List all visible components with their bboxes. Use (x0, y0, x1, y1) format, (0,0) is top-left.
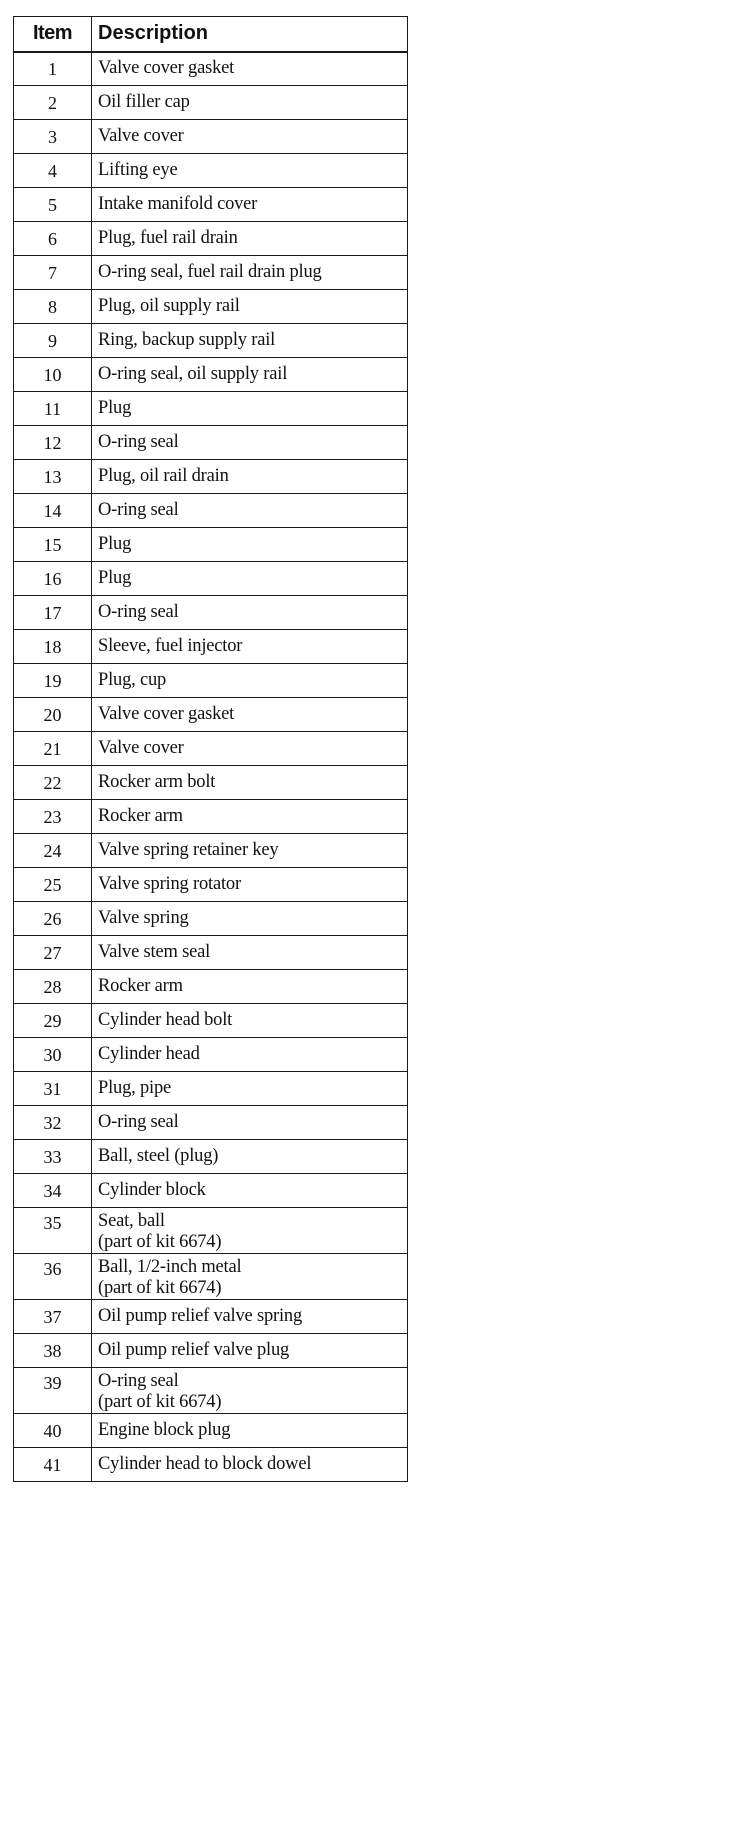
description-line: Cylinder head bolt (98, 1010, 233, 1030)
description-line: O-ring seal (98, 1112, 179, 1132)
description-cell (92, 1334, 408, 1368)
description-line: Plug, oil supply rail (98, 296, 240, 316)
description-cell (92, 1414, 408, 1448)
table-row (14, 358, 408, 392)
description-cell (92, 902, 408, 936)
description-cell (92, 834, 408, 868)
table-row (14, 426, 408, 460)
description-cell (92, 936, 408, 970)
item-number-cell: 22 (14, 766, 92, 800)
item-number-cell: 40 (14, 1414, 92, 1448)
table-row (14, 630, 408, 664)
table-row (14, 188, 408, 222)
description-cell (92, 528, 408, 562)
item-number-cell: 24 (14, 834, 92, 868)
item-number-cell: 23 (14, 800, 92, 834)
description-line: Valve cover (98, 126, 184, 146)
description-line: Plug, cup (98, 670, 167, 690)
item-number-cell: 29 (14, 1004, 92, 1038)
table-row (14, 494, 408, 528)
item-number-cell: 8 (14, 290, 92, 324)
description-cell (92, 1368, 408, 1414)
description-cell (92, 630, 408, 664)
table-row (14, 1414, 408, 1448)
description-cell (92, 1072, 408, 1106)
table-row (14, 1368, 408, 1414)
table-row (14, 154, 408, 188)
table-row (14, 120, 408, 154)
table-header (14, 17, 408, 52)
description-line: Sleeve, fuel injector (98, 636, 243, 656)
description-cell (92, 664, 408, 698)
item-number-cell: 35 (14, 1208, 92, 1254)
item-number-cell: 9 (14, 324, 92, 358)
item-number-cell: 28 (14, 970, 92, 1004)
table-row (14, 936, 408, 970)
item-number-cell: 10 (14, 358, 92, 392)
item-number-cell: 33 (14, 1140, 92, 1174)
table-row (14, 1004, 408, 1038)
item-number-cell: 3 (14, 120, 92, 154)
description-cell (92, 1448, 408, 1482)
table-row (14, 256, 408, 290)
table-row (14, 766, 408, 800)
item-number-cell: 38 (14, 1334, 92, 1368)
item-number-cell: 41 (14, 1448, 92, 1482)
item-number-cell: 36 (14, 1254, 92, 1300)
description-cell (92, 426, 408, 460)
table-row (14, 1106, 408, 1140)
item-number-cell: 21 (14, 732, 92, 766)
description-line: Ring, backup supply rail (98, 330, 276, 350)
description-line: Valve cover (98, 738, 184, 758)
item-number-cell: 26 (14, 902, 92, 936)
description-line: O-ring seal, oil supply rail (98, 364, 288, 384)
table-body (14, 52, 408, 1482)
description-cell (92, 120, 408, 154)
description-line: O-ring seal (98, 602, 179, 622)
item-number-cell: 32 (14, 1106, 92, 1140)
description-line: Valve cover gasket (98, 704, 235, 724)
table-row (14, 732, 408, 766)
description-cell (92, 1140, 408, 1174)
table-row (14, 1448, 408, 1482)
description-cell (92, 392, 408, 426)
table-row (14, 1140, 408, 1174)
description-cell (92, 596, 408, 630)
header-row (14, 17, 408, 52)
item-number-cell: 30 (14, 1038, 92, 1072)
table-row (14, 392, 408, 426)
description-line: O-ring seal (98, 432, 179, 452)
description-line: Rocker arm (98, 806, 183, 826)
description-cell (92, 732, 408, 766)
description-cell (92, 1004, 408, 1038)
item-number-cell: 34 (14, 1174, 92, 1208)
description-line: (part of kit 6674) (98, 1232, 222, 1252)
description-line: Plug, fuel rail drain (98, 228, 238, 248)
table-row (14, 460, 408, 494)
description-cell (92, 358, 408, 392)
description-line: Intake manifold cover (98, 194, 258, 214)
description-line: Oil filler cap (98, 92, 190, 112)
item-number-cell: 12 (14, 426, 92, 460)
description-line: Plug, pipe (98, 1078, 172, 1098)
description-cell (92, 494, 408, 528)
table-row (14, 562, 408, 596)
table-row (14, 970, 408, 1004)
table-row (14, 86, 408, 120)
description-cell (92, 290, 408, 324)
description-cell (92, 1174, 408, 1208)
description-cell (92, 86, 408, 120)
description-cell (92, 460, 408, 494)
item-number-cell: 16 (14, 562, 92, 596)
table-row (14, 800, 408, 834)
description-cell (92, 52, 408, 86)
description-cell (92, 800, 408, 834)
description-line: O-ring seal, fuel rail drain plug (98, 262, 322, 282)
table-row (14, 324, 408, 358)
description-cell (92, 256, 408, 290)
description-cell (92, 970, 408, 1004)
item-number-cell: 2 (14, 86, 92, 120)
description-line: Ball, 1/2-inch metal (98, 1257, 242, 1277)
table-row (14, 290, 408, 324)
item-number-cell: 19 (14, 664, 92, 698)
table-row (14, 868, 408, 902)
description-line: Valve spring retainer key (98, 840, 279, 860)
description-cell (92, 766, 408, 800)
description-line: Valve cover gasket (98, 58, 235, 79)
description-line: Plug (98, 534, 132, 554)
description-line: Valve spring rotator (98, 874, 241, 894)
item-number-cell: 31 (14, 1072, 92, 1106)
table-row (14, 834, 408, 868)
item-number-cell: 6 (14, 222, 92, 256)
description-line: Rocker arm bolt (98, 772, 216, 792)
description-cell (92, 1300, 408, 1334)
description-line: Cylinder head (98, 1044, 200, 1064)
item-number-cell: 18 (14, 630, 92, 664)
description-line: Rocker arm (98, 976, 183, 996)
description-line: Cylinder block (98, 1180, 206, 1200)
description-line: (part of kit 6674) (98, 1278, 222, 1298)
description-cell (92, 188, 408, 222)
item-column-header: Item (14, 17, 92, 52)
item-number-cell: 27 (14, 936, 92, 970)
table-row (14, 1038, 408, 1072)
item-number-cell: 15 (14, 528, 92, 562)
description-cell (92, 868, 408, 902)
description-line: Ball, steel (plug) (98, 1146, 219, 1166)
table-row (14, 596, 408, 630)
description-cell (92, 1106, 408, 1140)
description-line: O-ring seal (98, 1371, 179, 1391)
item-number-cell: 14 (14, 494, 92, 528)
table-row (14, 1072, 408, 1106)
table-row (14, 528, 408, 562)
table-row (14, 1208, 408, 1254)
description-cell (92, 1254, 408, 1300)
description-line: Oil pump relief valve spring (98, 1306, 303, 1326)
description-cell (92, 562, 408, 596)
item-number-cell: 20 (14, 698, 92, 732)
description-cell (92, 1038, 408, 1072)
description-line: Valve spring (98, 908, 189, 928)
description-line: (part of kit 6674) (98, 1392, 222, 1412)
description-cell (92, 1208, 408, 1254)
item-number-cell: 1 (14, 52, 92, 86)
description-cell (92, 154, 408, 188)
item-number-cell: 11 (14, 392, 92, 426)
item-number-cell: 4 (14, 154, 92, 188)
table-row (14, 902, 408, 936)
item-number-cell: 37 (14, 1300, 92, 1334)
item-number-cell: 25 (14, 868, 92, 902)
item-number-cell: 7 (14, 256, 92, 290)
table-row (14, 222, 408, 256)
item-number-cell: 17 (14, 596, 92, 630)
item-number-cell: 5 (14, 188, 92, 222)
parts-table (13, 16, 408, 1482)
table-row (14, 664, 408, 698)
table-row (14, 1254, 408, 1300)
description-cell (92, 222, 408, 256)
description-line: Engine block plug (98, 1420, 231, 1440)
description-line: Lifting eye (98, 160, 178, 180)
description-column-header: Description (92, 17, 408, 52)
description-line: O-ring seal (98, 500, 179, 520)
table-row (14, 1300, 408, 1334)
description-cell (92, 324, 408, 358)
description-cell (92, 698, 408, 732)
description-line: Valve stem seal (98, 942, 211, 962)
item-number-cell: 39 (14, 1368, 92, 1414)
description-line: Plug (98, 398, 132, 418)
table-row (14, 1334, 408, 1368)
description-line: Plug (98, 568, 132, 588)
description-line: Oil pump relief valve plug (98, 1340, 290, 1360)
table-row (14, 698, 408, 732)
item-number-cell: 13 (14, 460, 92, 494)
description-line: Plug, oil rail drain (98, 466, 229, 486)
description-line: Cylinder head to block dowel (98, 1454, 312, 1474)
table-row (14, 1174, 408, 1208)
description-line: Seat, ball (98, 1211, 165, 1231)
table-row (14, 52, 408, 86)
